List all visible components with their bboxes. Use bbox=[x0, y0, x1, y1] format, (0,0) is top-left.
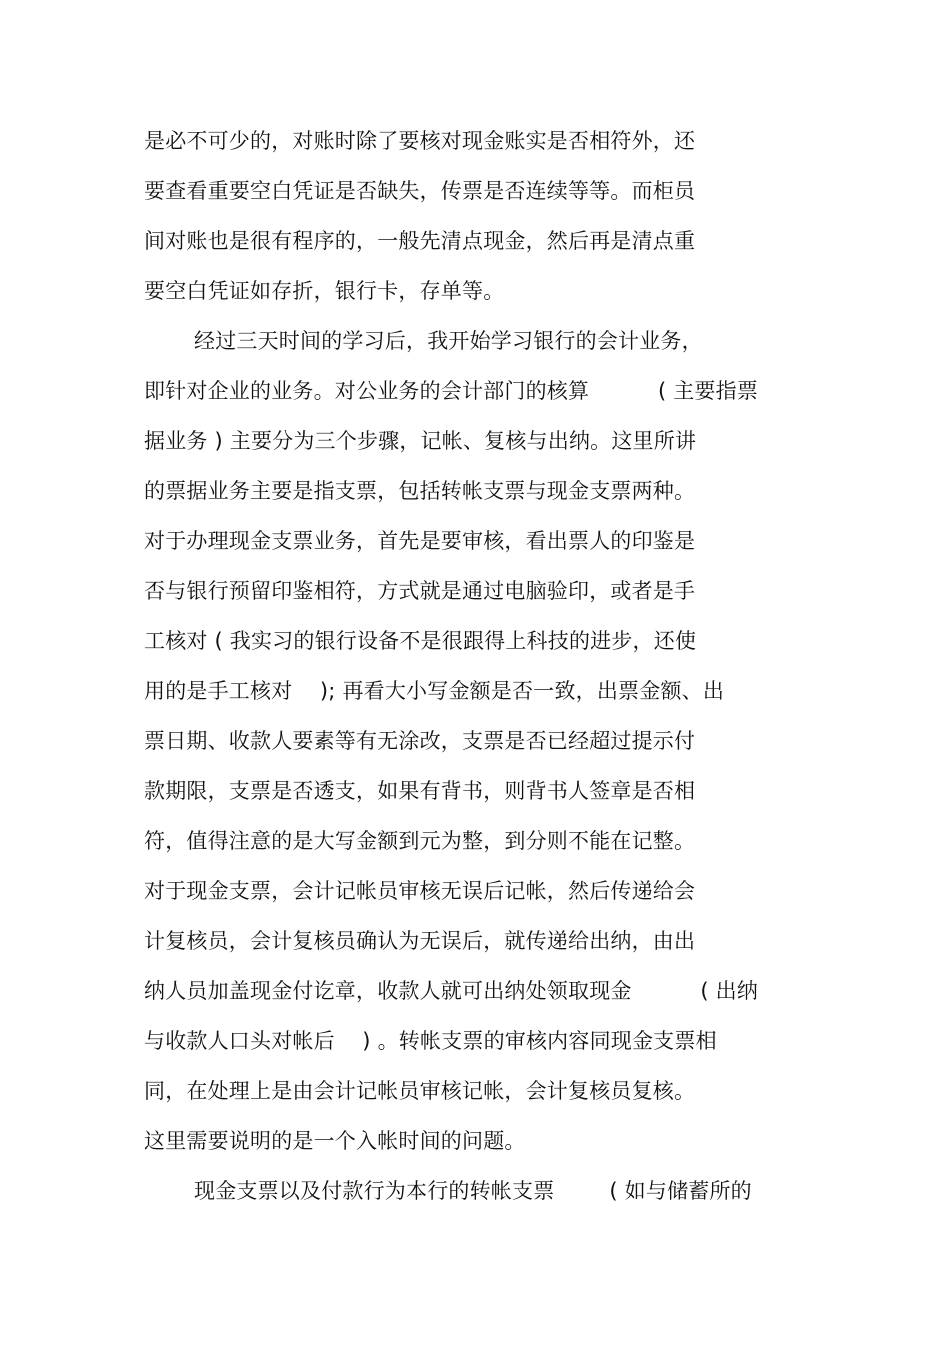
text-line: 否与银行预留印鉴相符，方式就是通过电脑验印，或者是手 bbox=[144, 579, 696, 603]
text-line: 对于现金支票，会计记帐员审核无误后记帐，然后传递给会 bbox=[144, 879, 696, 903]
text-line-paragraph-start: 经过三天时间的学习后，我开始学习银行的会计业务， bbox=[194, 329, 703, 353]
text-line: 用的是手工核对 ); 再看大小写金额是否一致，出票金额、出 bbox=[144, 679, 725, 703]
text-line-paragraph-start: 现金支票以及付款行为本行的转帐支票 ( 如与储蓄所的 bbox=[194, 1179, 752, 1203]
text-line: 间对账也是很有程序的，一般先清点现金，然后再是清点重 bbox=[144, 229, 696, 253]
text-line: 即针对企业的业务。对公业务的会计部门的核算 ( 主要指票 bbox=[144, 379, 759, 403]
text-line: 纳人员加盖现金付讫章，收款人就可出纳处领取现金 ( 出纳 bbox=[144, 979, 759, 1003]
text-line: 的票据业务主要是指支票，包括转帐支票与现金支票两种。 bbox=[144, 479, 696, 503]
text-line: 要查看重要空白凭证是否缺失，传票是否连续等等。而柜员 bbox=[144, 179, 696, 203]
text-line: 计复核员，会计复核员确认为无误后，就传递给出纳，由出 bbox=[144, 929, 696, 953]
text-line: 工核对 ( 我实习的银行设备不是很跟得上科技的进步，还使 bbox=[144, 629, 697, 653]
text-line: 符，值得注意的是大写金额到元为整，到分则不能在记整。 bbox=[144, 829, 696, 853]
text-line: 这里需要说明的是一个入帐时间的问题。 bbox=[144, 1129, 526, 1153]
text-line: 款期限，支票是否透支，如果有背书，则背书人签章是否相 bbox=[144, 779, 696, 803]
text-line: 票日期、收款人要素等有无涂改，支票是否已经超过提示付 bbox=[144, 729, 696, 753]
text-line: 对于办理现金支票业务，首先是要审核，看出票人的印鉴是 bbox=[144, 529, 696, 553]
text-line: 要空白凭证如存折，银行卡，存单等。 bbox=[144, 279, 505, 303]
text-line: 与收款人口头对帐后 ) 。转帐支票的审核内容同现金支票相 bbox=[144, 1029, 717, 1053]
text-line: 同，在处理上是由会计记帐员审核记帐，会计复核员复核。 bbox=[144, 1079, 696, 1103]
text-line: 是必不可少的，对账时除了要核对现金账实是否相符外，还 bbox=[144, 129, 696, 153]
text-line: 据业务 ) 主要分为三个步骤，记帐、复核与出纳。这里所讲 bbox=[144, 429, 697, 453]
